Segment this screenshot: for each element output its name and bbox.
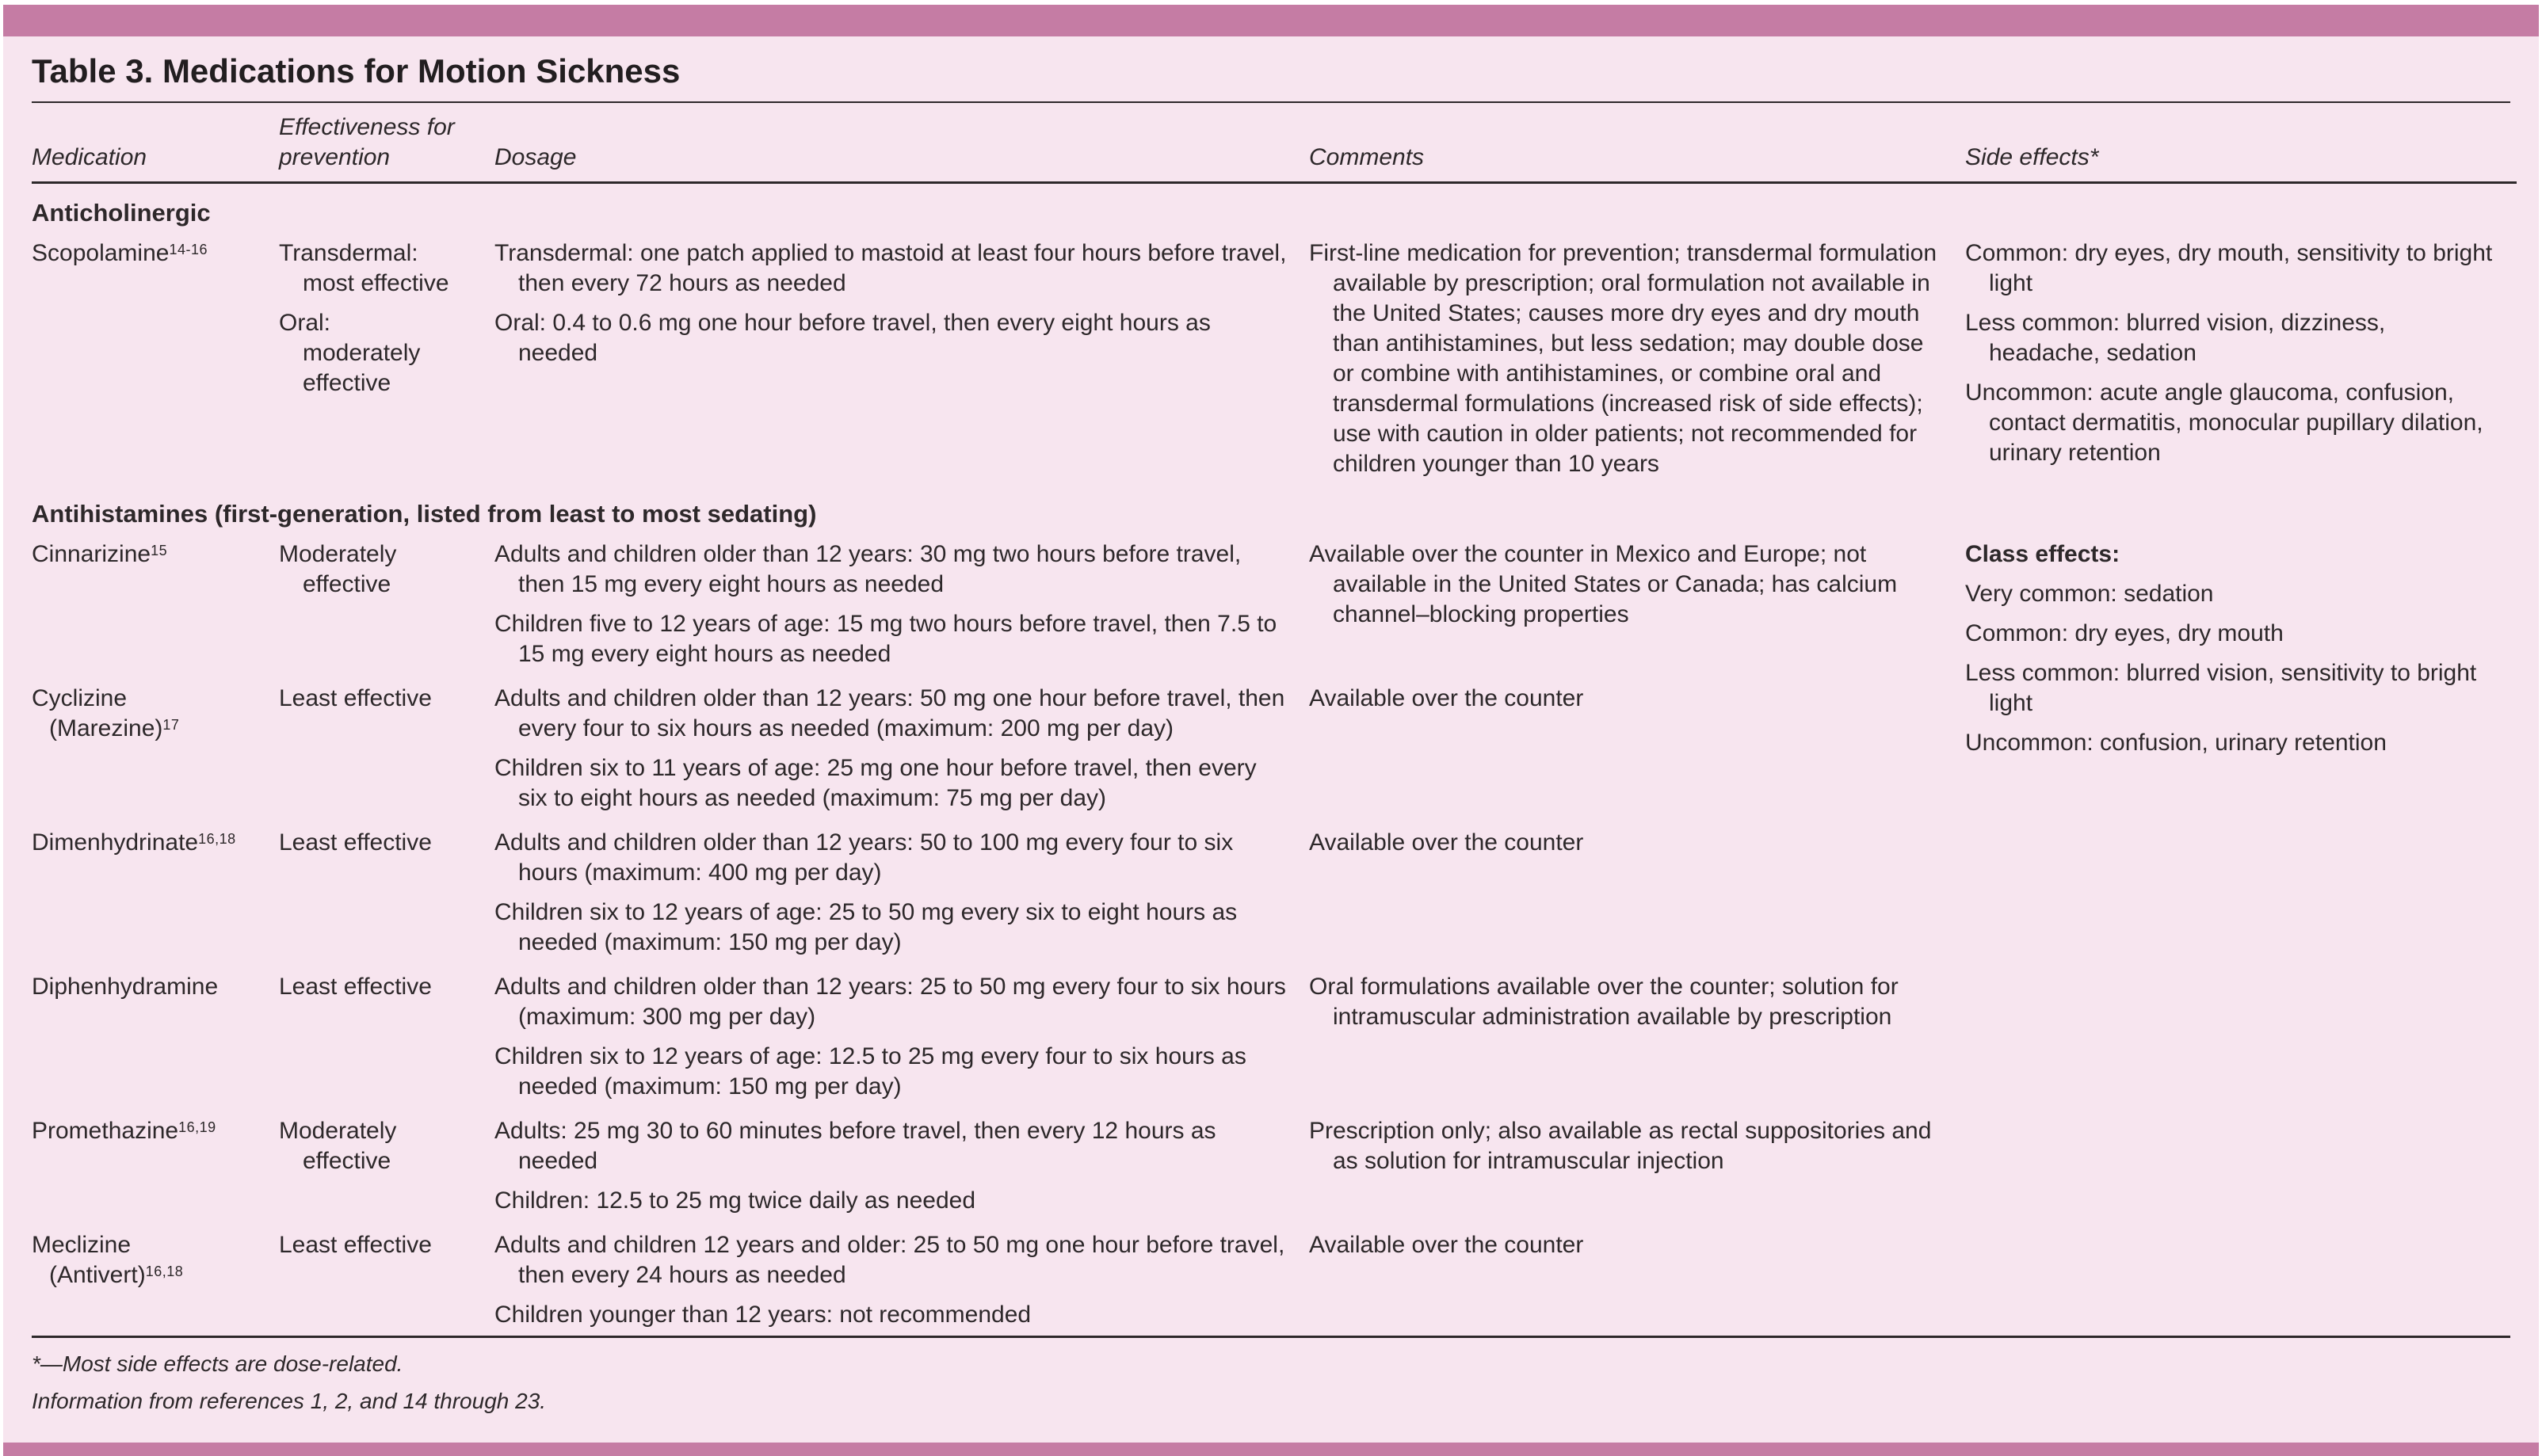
footnote-side-effects: *—Most side effects are dose-related. <box>32 1351 403 1376</box>
header-row <box>32 103 2517 183</box>
table-row <box>32 531 2517 675</box>
table-panel <box>3 5 2539 1456</box>
top-accent-bar <box>3 5 2539 36</box>
medication-name: Scopolamine$^{14-16}$ <box>32 240 208 266</box>
reference-superscript: 16,19 <box>178 1119 216 1135</box>
dosage-cell: Adults: 25 mg 30 to 60 minutes before travel, then every 12 hours as needed Children: 12.5 to 25 mg twice daily as needed <box>494 1118 1216 1214</box>
effectiveness-cell: Least effective <box>279 974 432 1000</box>
effectiveness-cell: Least effective <box>279 1232 432 1258</box>
medications-table <box>32 103 2517 1336</box>
section-label: Antihistamines (first-generation, listed from least to most sedating) <box>32 500 817 528</box>
comments-cell: Available over the counter <box>1309 685 1584 711</box>
class-effects-cell: Class effects: Very common: sedation Common: dry eyes, dry mouth Less common: blurred vision, sensitivity to bright light Uncommon: confusion, urinary retention <box>1965 531 2517 1336</box>
reference-superscript: 17 <box>162 716 180 733</box>
comments-cell: First-line medication for prevention; transdermal formulation available by prescription; oral formulation not available in the United States; causes more dry eyes and dry mouth than antihistamines, but less sedation; may double dose or combine with antihistamines, or combine oral and transdermal formulations (increased risk of side effects); use with caution in older patients; not recommended for children younger than 10 years <box>1309 240 1937 477</box>
comments-cell: Prescription only; also available as rectal suppositories and as solution for intramuscular injection <box>1309 1118 1932 1174</box>
medication-cell <box>32 230 279 485</box>
medication-name: Promethazine$^{16,19}$ <box>32 1118 216 1144</box>
page-title: Table 3. Medications for Motion Sickness <box>32 52 681 90</box>
medication-cell <box>32 1107 279 1222</box>
effectiveness-cell: Transdermal: most effective Oral: moderately effective <box>279 240 449 396</box>
medication-brand: (Antivert)$^{16,18}$ <box>49 1262 184 1288</box>
dosage-cell: Adults and children 12 years and older: 25 to 50 mg one hour before travel, then every 24 hours as needed Children younger than 12 years: not recommended <box>494 1232 1285 1328</box>
medication-cell <box>32 1222 279 1336</box>
title-block <box>32 36 2510 103</box>
column-header-comments: Comments <box>1309 103 1965 183</box>
dosage-cell: Adults and children older than 12 years: 30 mg two hours before travel, then 15 mg every eight hours as needed Children five to 12 years of age: 15 mg two hours before travel, then 7.5 to 15 mg every eight hours as needed <box>494 541 1277 667</box>
reference-superscript: 16,18 <box>145 1263 184 1279</box>
footnotes <box>32 1338 2510 1431</box>
medication-cell <box>32 675 279 819</box>
effectiveness-cell: Least effective <box>279 685 432 711</box>
medication-name: Diphenhydramine <box>32 974 219 1000</box>
medication-name: Meclizine <box>32 1232 132 1258</box>
dosage-cell: Transdermal: one patch applied to mastoid at least four hours before travel, then every 72 hours as needed Oral: 0.4 to 0.6 mg one hour before travel, then every eight hours as needed <box>494 240 1287 366</box>
effectiveness-cell: Moderately effective <box>279 1118 397 1174</box>
medication-cell <box>32 963 279 1107</box>
comments-cell: Available over the counter <box>1309 1232 1584 1258</box>
reference-superscript: 14-16 <box>169 241 208 257</box>
column-header-side-effects: Side effects* <box>1965 103 2517 183</box>
reference-superscript: 16,18 <box>198 830 236 847</box>
table-content <box>3 36 2539 1431</box>
dosage-cell: Adults and children older than 12 years: 50 mg one hour before travel, then every four to six hours as needed (maximum: 200 mg per day) Children six to 11 years of age: 25 mg one hour before travel, then every six to eight hours as needed (maximum: 75 mg per day) <box>494 685 1285 811</box>
comments-cell: Available over the counter in Mexico and Europe; not available in the United States or Canada; has calcium channel–blocking properties <box>1309 541 1898 627</box>
medication-name: Cyclizine <box>32 685 128 711</box>
column-header-medication: Medication <box>32 103 279 183</box>
section-header-row-anticholinergic <box>32 183 2517 231</box>
class-effects-heading: Class effects: <box>1965 541 2120 567</box>
table-row <box>32 230 2517 485</box>
comments-cell: Oral formulations available over the counter; solution for intramuscular administration available by prescription <box>1309 974 1899 1030</box>
dosage-cell: Adults and children older than 12 years: 50 to 100 mg every four to six hours (maximum: 400 mg per day) Children six to 12 years of age: 25 to 50 mg every six to eight hours as needed (maximum: 150 mg per day) <box>494 829 1238 955</box>
comments-cell: Available over the counter <box>1309 829 1584 856</box>
bottom-accent-bar <box>3 1443 2539 1456</box>
effectiveness-cell: Moderately effective <box>279 541 397 597</box>
section-label: Anticholinergic <box>32 199 211 227</box>
medication-brand: (Marezine)$^{17}$ <box>49 715 180 741</box>
dosage-cell: Adults and children older than 12 years: 25 to 50 mg every four to six hours (maximum: 300 mg per day) Children six to 12 years of age: 12.5 to 25 mg every four to six hours as needed (maximum: 150 mg per day) <box>494 974 1286 1100</box>
medication-cell <box>32 531 279 675</box>
medication-name: Cinnarizine$^{15}$ <box>32 541 168 567</box>
medication-name: Dimenhydrinate$^{16,18}$ <box>32 829 236 856</box>
section-header-row-antihistamines <box>32 485 2517 531</box>
table-body-wrap <box>32 103 2510 1338</box>
medication-cell <box>32 819 279 963</box>
side-effects-cell: Common: dry eyes, dry mouth, sensitivity to bright light Less common: blurred vision, dizziness, headache, sedation Uncommon: acute angle glaucoma, confusion, contact dermatitis, monocular pupillary dilation, urinary retention <box>1965 240 2493 466</box>
column-header-dosage: Dosage <box>494 103 1309 183</box>
footnote-references: Information from references 1, 2, and 14 through 23. <box>32 1389 547 1413</box>
effectiveness-cell: Least effective <box>279 829 432 856</box>
reference-superscript: 15 <box>151 542 168 558</box>
column-header-effectiveness: Effectiveness for prevention <box>279 103 494 183</box>
